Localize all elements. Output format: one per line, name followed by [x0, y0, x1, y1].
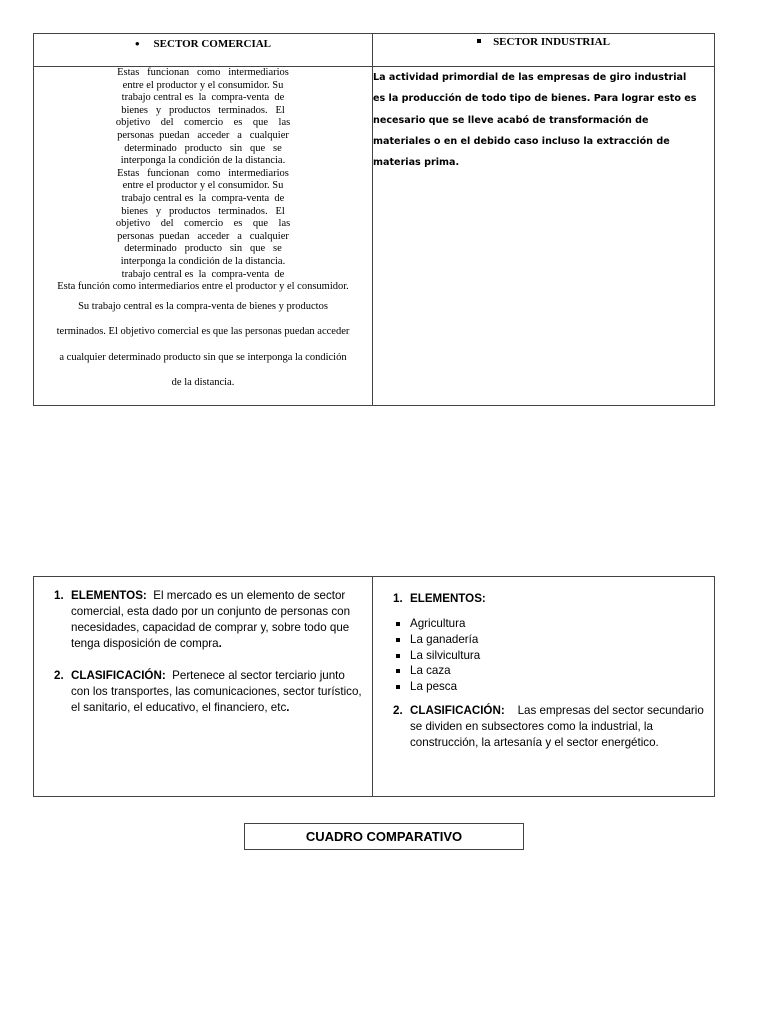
comercial-line: interponga la condición de la distancia.: [120, 155, 286, 167]
comercial-dense-text: [34, 67, 372, 294]
comercial-line: interponga la condición de la distancia.: [120, 255, 286, 267]
comercial-wide-line: Su trabajo central es la compra-venta de bienes y productos: [78, 300, 328, 312]
comercial-line: trabajo central es la compra-venta de: [121, 92, 285, 104]
elements-classification-table: [33, 576, 715, 797]
list-item-elementos: [34, 588, 372, 652]
industrial-line: materiales o en el debido caso incluso la extracción de: [373, 135, 670, 147]
comercial-line: entre el productor y el consumidor. Su: [122, 180, 284, 192]
comercial-line: determinado producto sin que se: [124, 142, 282, 154]
industrial-description-cell: [373, 67, 715, 406]
elements-row: [34, 577, 715, 797]
comercial-line: trabajo central es la compra-venta de: [121, 192, 285, 204]
clasificacion-label: CLASIFICACIÓN:: [410, 703, 505, 717]
comercial-line: personas puedan acceder a cualquier: [117, 129, 289, 141]
clasificacion-text: Pertenece al sector terciario junto con los transportes, las comunicaciones, sector turístico, el sanitario, el educativo, el financiero, etc: [71, 669, 362, 714]
list-item-clasificacion: [373, 703, 714, 751]
list-item: La ganadería: [373, 632, 714, 648]
industrial-numbered-list: [373, 591, 714, 607]
comercial-wide-line: a cualquier determinado producto sin que se interponga la condición: [59, 351, 347, 363]
industrial-line: materias prima.: [373, 157, 460, 169]
list-number: 2.: [393, 703, 403, 717]
cuadro-comparativo-title: CUADRO COMPARATIVO: [244, 823, 524, 850]
list-item: La caza: [373, 663, 714, 679]
bullet-icon: •: [134, 36, 140, 51]
comercial-wide-line: terminados. El objetivo comercial es que las personas puedan acceder: [56, 326, 350, 338]
elementos-label: ELEMENTOS:: [410, 592, 486, 605]
list-item: Agricultura: [373, 616, 714, 632]
comercial-line: Esta función como intermediarios entre el productor y el consumidor.: [57, 281, 349, 293]
elementos-period: .: [218, 637, 222, 650]
header-row: [34, 34, 715, 67]
comercial-description-cell: [34, 67, 373, 406]
comercial-numbered-list: [34, 588, 372, 716]
list-item-elementos: [373, 591, 714, 607]
elementos-label: ELEMENTOS:: [71, 589, 147, 602]
comercial-line: trabajo central es la compra-venta de: [121, 268, 285, 280]
comercial-elements-cell: [34, 577, 373, 797]
comercial-line: objetivo del comercio es que las: [115, 117, 291, 129]
clasificacion-label: CLASIFICACIÓN:: [71, 669, 166, 682]
clasificacion-text: Las empresas del sector secundario se dividen en subsectores como la industrial, la construcción, la artesanía y el sector energético.: [410, 703, 704, 749]
elementos-text: El mercado es un elemento de sector comercial, esta dado por un conjunto de personas con necesidades, capacidad de comprar y, sobre todo que tenga disposición de compra: [71, 589, 351, 650]
header-label-industrial: SECTOR INDUSTRIAL: [493, 36, 610, 48]
header-label-comercial: SECTOR COMERCIAL: [153, 38, 272, 50]
comercial-line: bienes y productos terminados. El: [121, 205, 285, 217]
comercial-line: entre el productor y el consumidor. Su: [122, 79, 284, 91]
list-number: 1.: [54, 589, 64, 602]
square-bullet-icon: [477, 39, 481, 43]
comercial-spaced-text: [34, 294, 372, 396]
list-item-clasificacion: [34, 668, 372, 716]
comercial-line: determinado producto sin que se: [124, 243, 282, 255]
industrial-elements-list: [373, 616, 714, 695]
comercial-line: Estas funcionan como intermediarios: [117, 167, 289, 179]
top-comparison-table: [33, 33, 715, 406]
industrial-numbered-list-2: [373, 703, 714, 751]
industrial-line: La actividad primordial de las empresas de giro industrial: [373, 72, 687, 83]
comercial-wide-line: de la distancia.: [171, 377, 235, 389]
comercial-line: Estas funcionan como intermediarios: [117, 67, 289, 78]
comercial-line: objetivo del comercio es que las: [115, 218, 291, 230]
industrial-line: es la producción de todo tipo de bienes. Para lograr esto es: [373, 93, 697, 105]
list-number: 2.: [54, 669, 64, 682]
industrial-elements-cell: [373, 577, 715, 797]
comercial-line: bienes y productos terminados. El: [121, 104, 285, 116]
clasificacion-period: .: [286, 701, 290, 714]
header-sector-industrial: [373, 34, 715, 67]
comercial-line: personas puedan acceder a cualquier: [117, 230, 289, 242]
header-sector-comercial: [34, 34, 373, 67]
content-row: [34, 67, 715, 406]
list-item: La pesca: [373, 679, 714, 695]
industrial-line: necesario que se lleve acabó de transformación de: [373, 114, 649, 126]
list-number: 1.: [393, 592, 403, 605]
list-item: La silvicultura: [373, 648, 714, 664]
